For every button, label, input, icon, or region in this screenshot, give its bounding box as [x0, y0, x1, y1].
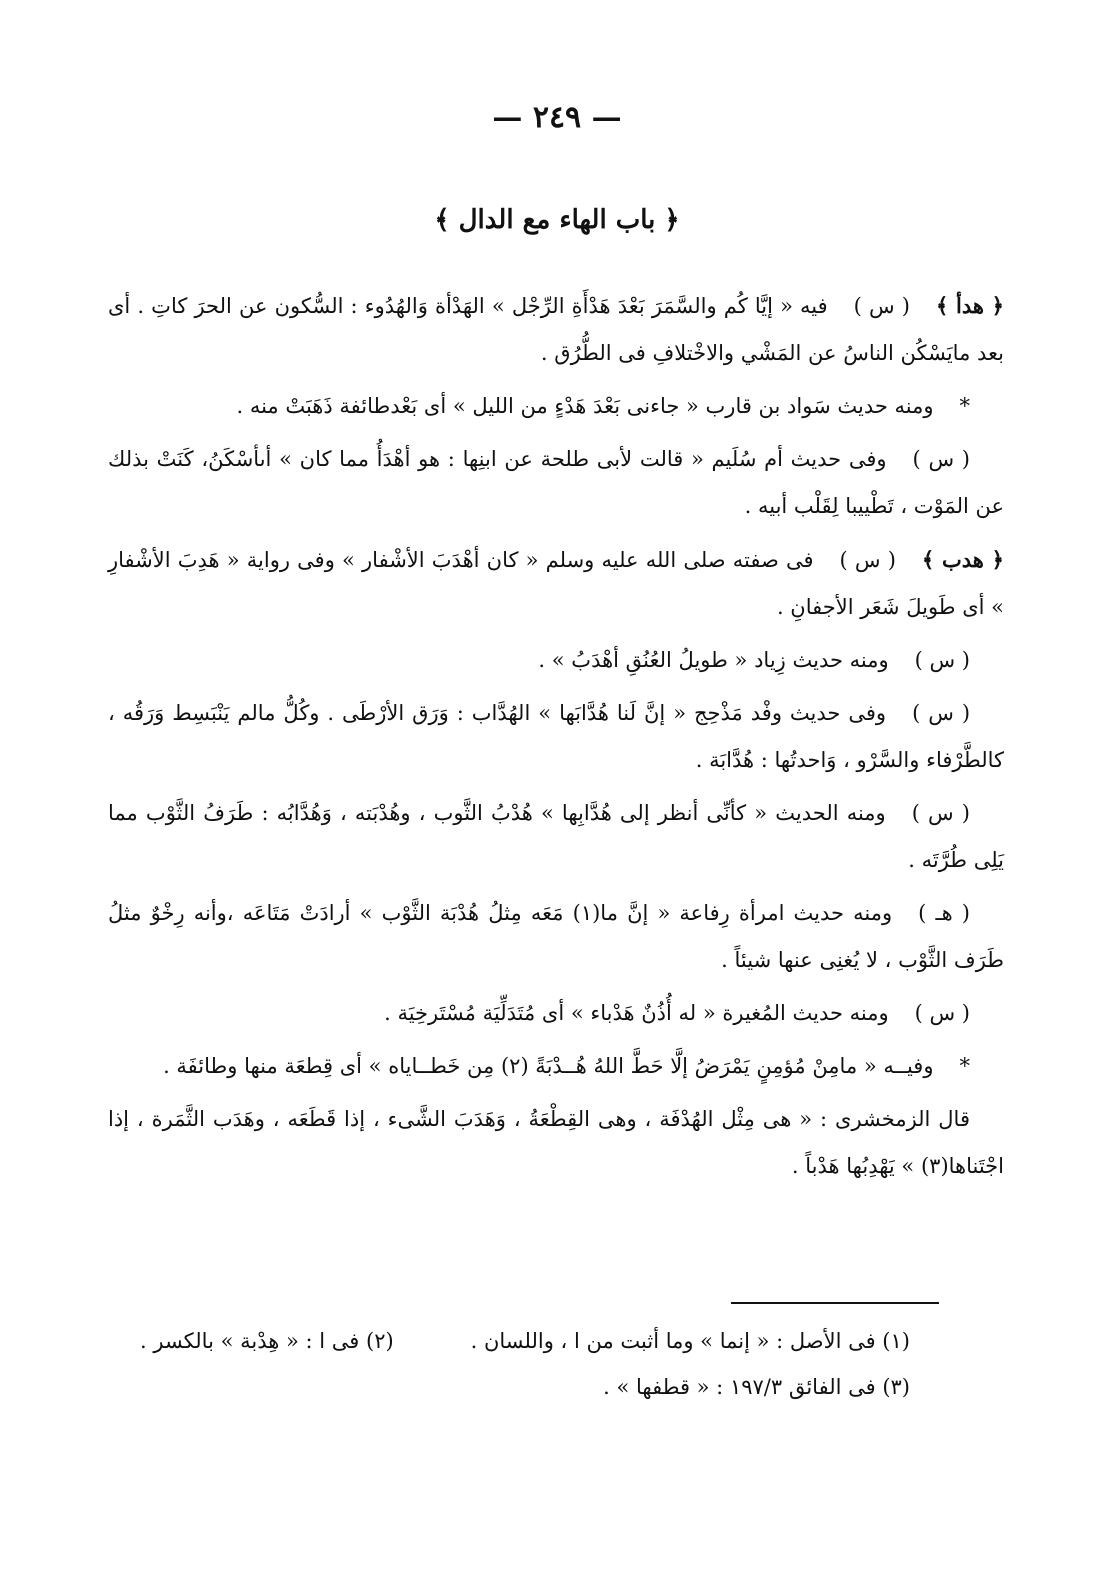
paragraph-text: فى صفته صلى الله عليه وسلم « كان أهْدَبَ الأشْفار » وفى رواية « هَدِبَ الأشْفارِ » أى طَويلَ شَعَر الأجفانِ . — [108, 548, 1004, 619]
entry-hda — [108, 282, 1004, 377]
siglum: ( س ) — [914, 648, 970, 672]
headword: ﴿ هدب ﴾ — [921, 547, 1004, 572]
footnote-row — [140, 1364, 910, 1410]
siglum: ( س ) — [853, 294, 910, 318]
headword: ﴿ هدأ ﴾ — [935, 293, 1004, 318]
entry-hdb — [108, 536, 1004, 631]
paragraph-text: ومنه حديث امرأة رِفاعة « إنَّ ما(١) مَعَه مِثلُ هُدْبَة الثَّوْب » أرادَتْ مَتَاعَه ،وأنه رِخْوٌ مثلُ طَرَف الثَّوْب ، لا يُغنِى عنها شيئاً . — [108, 901, 1004, 972]
page-number: — ٢٤٩ — — [492, 100, 622, 135]
paragraph — [108, 1096, 1004, 1190]
siglum: ( س ) — [912, 701, 971, 725]
siglum: ( س ) — [914, 1001, 970, 1025]
paragraph — [108, 1043, 1004, 1090]
paragraph-text: ومنه حديث سَواد بن قارب « جاءنى بَعْدَ هَدْءٍ من الليل » أى بَعْدطائفة ذَهَبَتْ منه . — [236, 394, 934, 418]
siglum: ( هـ ) — [918, 901, 971, 925]
footnote-3: (٣) فى الفائق ١٩٧/٣ : « قطفها » . — [603, 1375, 910, 1399]
paragraph — [108, 990, 1004, 1037]
paragraph — [108, 690, 1004, 784]
footnote-1: (١) فى الأصل : « إنما » وما أثبت من ا ، واللسان . — [470, 1329, 910, 1353]
siglum: ( س ) — [911, 801, 970, 825]
paragraph-text: ومنه حديث زِياد « طويلُ العُنُقِ أهْدَبُ » . — [538, 648, 889, 672]
body-text — [108, 282, 1004, 1196]
siglum: * — [959, 1054, 970, 1078]
footnote-row — [140, 1318, 910, 1364]
paragraph-text: قال الزمخشرى : « هى مِثْل الهُدْفَة ، وهى القِطْعَةُ ، وَهَدَبَ الشَّىء ، إذا قَطَعَه ، وهَدَب الثَّمَرة ، إذا اجْتَناها(٣) » يَهْدِبُها هَدْباً . — [108, 1107, 1004, 1178]
footnote-2: (٢) فى ا : « هِدْبة » بالكسر . — [140, 1329, 394, 1353]
footnotes — [140, 1318, 910, 1410]
paragraph-text: ومنه الحديث « كأنِّى أنظر إلى هُدَّابِها » هُدْبُ الثَّوب ، وهُدْبَته ، وَهُدَّابُه : طَرَفُ الثَّوْب مما يَلِى طُرَّتَه . — [108, 801, 1004, 872]
footnote-divider — [731, 1302, 939, 1304]
siglum: ( س ) — [839, 548, 896, 572]
paragraph — [108, 436, 1004, 530]
paragraph — [108, 383, 1004, 430]
paragraph-text: وفى حديث وفْد مَذْحِج « إنَّ لَنا هُدَّابَها » الهُدَّاب : وَرَق الأرْطَى . وكُلُّ مالم يَنْبَسِط وَرَقُه ، كالطَّرْفاء والسَّرْو ، وَاحدتُها : هُدَّابَة . — [108, 701, 1004, 772]
paragraph-text: ومنه حديث المُغيرة « له أُذُنٌ هَدْباء » أى مُتَدَلِّيَة مُسْتَرخِيَة . — [384, 1001, 889, 1025]
chapter-title: ﴿ باب الهاء مع الدال ﴾ — [434, 205, 680, 235]
paragraph-text: وفى حديث أم سُلَيم « قالت لأبى طلحة عن ابنِها : هو أهْدَأُ مما كان » أىأسْكَنُ، كَنَتْ بذلك عن المَوْت ، تَطْييبا لِقَلْب أبيه . — [108, 447, 1004, 518]
siglum: * — [959, 394, 970, 418]
paragraph-text: وفيــه « مامِنْ مُؤمِنٍ يَمْرَضُ إلَّا حَطَّ اللهُ هُــدْبَةً (٢) مِن خَطــاياه » أى قِطعَة منها وطائفَة . — [163, 1054, 934, 1078]
siglum: ( س ) — [912, 447, 970, 471]
paragraph-text: فيه « إيَّا كُم والسَّمَرَ بَعْدَ هَدْأَةِ الرِّجْل » الهَدْأة وَالهُدُوء : السُّكون عن الحرَ كاتِ . أى بعد مايَسْكُن الناسُ عن المَشْي والاخْتلافِ فى الطُّرُق . — [108, 294, 1004, 365]
paragraph — [108, 890, 1004, 984]
paragraph — [108, 790, 1004, 884]
paragraph — [108, 637, 1004, 684]
